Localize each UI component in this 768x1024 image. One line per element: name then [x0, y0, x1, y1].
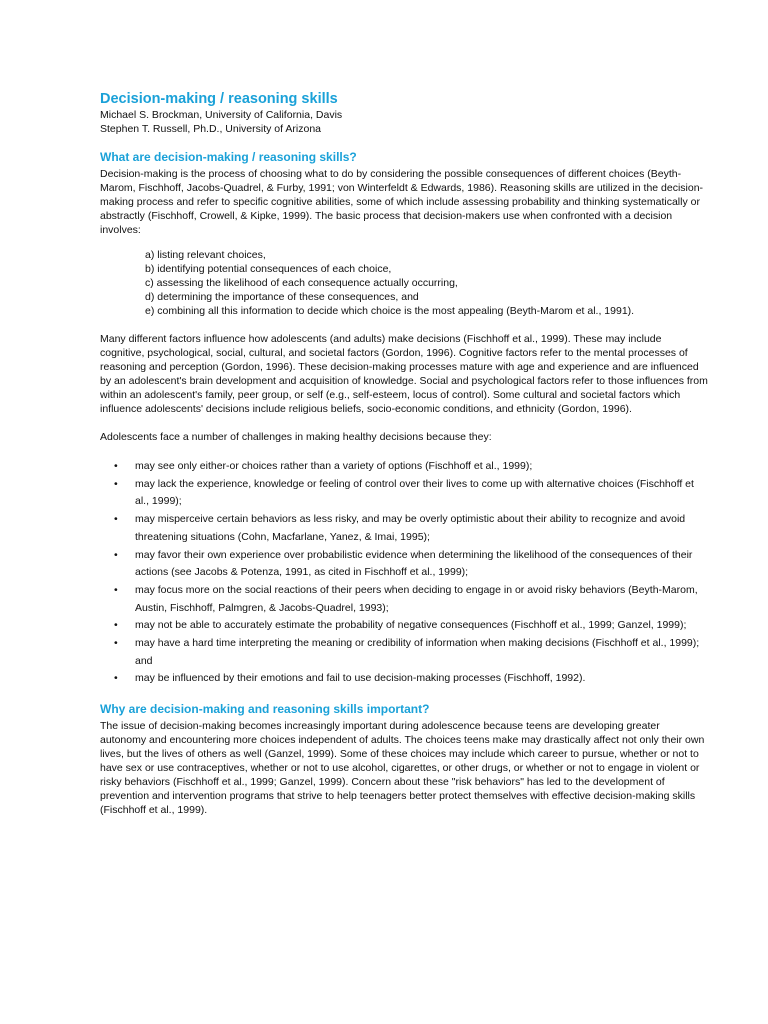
- list-item: [100, 670, 708, 688]
- list-item-text: may focus more on the social reactions of their peers when deciding to engage in or avoid risky behaviors (Beyth-Marom, Austin, Fischhoff, Palmgren, & Jacobs-Quadrel, 1993);: [135, 583, 698, 614]
- section-heading: Why are decision-making and reasoning skills important?: [100, 702, 430, 717]
- bullet-icon: •: [114, 672, 118, 685]
- list-item-text: may have a hard time interpreting the meaning or credibility of information when making decisions (Fischhoff et al., 1999); and: [135, 637, 700, 667]
- list-item: [100, 458, 708, 476]
- bullet-icon: •: [114, 460, 118, 472]
- list-item: [100, 617, 708, 635]
- bullet-icon: •: [114, 477, 118, 490]
- bullet-icon: •: [114, 583, 118, 596]
- bullet-icon: •: [114, 637, 118, 650]
- spacer: [100, 318, 708, 332]
- list-item: [100, 511, 708, 546]
- section-heading: What are decision-making / reasoning skills?: [100, 150, 357, 164]
- list-item: [100, 476, 708, 511]
- author-line: Stephen T. Russell, Ph.D., University of Arizona: [100, 123, 321, 135]
- challenges-intro: Adolescents face a number of challenges in making healthy decisions because they:: [100, 431, 492, 443]
- spacer: [100, 416, 708, 430]
- list-item: d) determining the importance of these consequences, and: [145, 291, 419, 303]
- list-item-text: may be influenced by their emotions and fail to use decision-making processes (Fischhoff, 1992).: [135, 672, 586, 685]
- list-item: [100, 547, 708, 582]
- list-item: [100, 582, 708, 617]
- list-item: a) listing relevant choices,: [145, 249, 266, 261]
- list-item: e) combining all this information to decide which choice is the most appealing (Beyth-Marom et al., 1991).: [145, 305, 635, 317]
- decision-steps-list: [100, 248, 708, 318]
- list-item-text: may see only either-or choices rather than a variety of options (Fischhoff et al., 1999);: [135, 460, 533, 472]
- bullet-icon: •: [114, 513, 118, 526]
- list-item: b) identifying potential consequences of each choice,: [145, 263, 392, 275]
- list-item: c) assessing the likelihood of each consequence actually occurring,: [145, 277, 458, 289]
- document-title: Decision-making / reasoning skills: [100, 91, 338, 107]
- intro-paragraph: Decision-making is the process of choosing what to do by considering the possible consequences of different choices (Beyth-Marom, Fischhoff, Jacobs-Quadrel, & Furby, 1991; von Winterfeldt & Edwards, 1986). Reasoning skills are utilized in the decision-making process and refer to specific cognitive abilities, some of which include assessing probability and thinking systematically or abstractly (Fischhoff, Crowell, & Kipke, 1999). The basic process that decision-makers use when confronted with a decision involves:: [100, 168, 704, 236]
- importance-paragraph: The issue of decision-making becomes increasingly important during adolescence because teens are developing greater autonomy and encountering more choices independent of adults. The choices teens make may drastically affect not only their own lives, but the lives of others as well (Ganzel, 1999). Some of these choices may include which career to pursue, whether or not to have sex or use contraceptives, whether or not to use alcohol, cigarettes, or other drugs, or whether or not to engage in violent or risky behaviors (Fischhoff et al., 1999; Ganzel, 1999). Concern about these "risk behaviors" has led to the development of prevention and intervention programs that strive to help teenagers better protect themselves with effective decision-making skills (Fischhoff et al., 1999).: [100, 720, 705, 817]
- list-item-text: may not be able to accurately estimate the probability of negative consequences (Fischhoff et al., 1999; Ganzel, 1999);: [135, 619, 687, 632]
- bullet-icon: •: [114, 619, 118, 632]
- list-item-text: may favor their own experience over probabilistic evidence when determining the likelihood of the consequences of their actions (see Jacobs & Potenza, 1991, as cited in Fischhoff et al., 1999);: [135, 548, 693, 579]
- list-item: [100, 635, 708, 670]
- list-item-text: may lack the experience, knowledge or feeling of control over their lives to come up with alternative choices (Fischhoff et al., 1999);: [135, 477, 694, 508]
- author-line: Michael S. Brockman, University of California, Davis: [100, 109, 343, 121]
- list-item-text: may misperceive certain behaviors as less risky, and may be overly optimistic about their ability to recognize and avoid threatening situations (Cohn, Macfarlane, Yanez, & Imai, 1995);: [135, 513, 686, 543]
- factors-paragraph: Many different factors influence how adolescents (and adults) make decisions (Fischhoff et al., 1999). These may include cognitive, psychological, social, cultural, and societal factors (Gordon, 1996). Cognitive factors refer to the mental processes of reasoning and perception (Gordon, 1996). These decision-making processes mature with age and experience and are influenced by an adolescent's brain development and acquisition of knowledge. Social and psychological factors refer to those influences from within an adolescent's family, peer group, or self (e.g., self-esteem, locus of control). Some cultural and societal factors which influence adolescents' decisions include religious beliefs, socio-economic conditions, and ethnicity (Gordon, 1996).: [100, 333, 708, 415]
- bullet-icon: •: [114, 548, 118, 561]
- challenges-list: [100, 458, 708, 688]
